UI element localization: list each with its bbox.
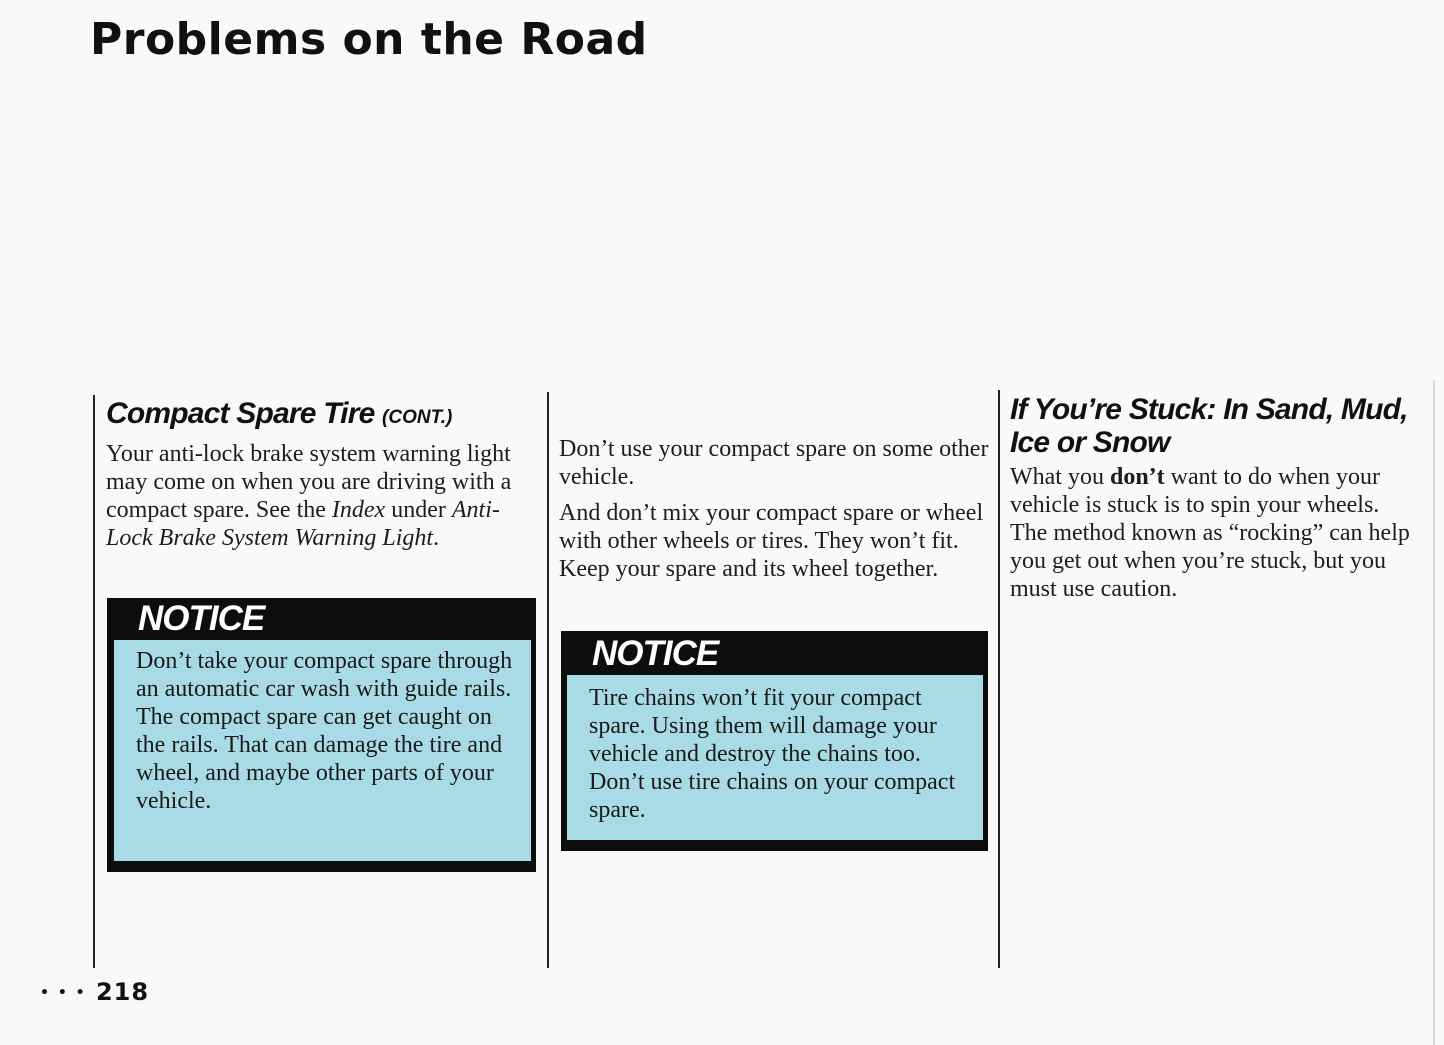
section-heading-text: Compact Spare Tire xyxy=(106,397,375,430)
section-heading: If You’re Stuck: In Sand, Mud, Ice or Snow xyxy=(1010,393,1408,459)
abs-warning-paragraph xyxy=(106,440,536,552)
column-divider xyxy=(93,395,95,968)
paragraph-text: under xyxy=(385,497,452,523)
column-compact-spare-continued xyxy=(559,435,989,583)
column-stuck xyxy=(1010,393,1422,603)
notice-body: Don’t take your compact spare through an automatic car wash with guide rails. The compact spare can get caught on the rails. That can damage the tire and wheel, and maybe other parts of your vehicle. xyxy=(114,640,531,861)
index-reference: Index xyxy=(331,497,386,523)
footer-dots: • • • xyxy=(40,985,87,1001)
column-divider xyxy=(547,392,549,968)
page-footer xyxy=(40,978,149,1006)
emphasis-dont: don’t xyxy=(1109,464,1165,490)
index-entry-reference: Anti-Lock Brake System Warning Light xyxy=(106,497,500,551)
section-heading xyxy=(106,397,536,434)
rocking-paragraph xyxy=(1010,463,1422,603)
notice-body: Tire chains won’t fit your compact spare. Using them will damage your vehicle and destroy the chains too. Don’t use tire chains on your compact spare. xyxy=(567,675,983,840)
continued-label: (CONT.) xyxy=(382,407,453,428)
page-edge-line xyxy=(1433,380,1435,1045)
paragraph-text: want to do when your vehicle is stuck is to spin your wheels. The method known as “rocking” can help you get out when you’re stuck, but you must use caution. xyxy=(1010,464,1410,602)
notice-box-tire-chains xyxy=(561,631,988,851)
paragraph-text: . xyxy=(433,525,440,551)
page-title: Problems on the Road xyxy=(90,14,648,65)
notice-title: NOTICE xyxy=(138,599,265,638)
paragraph-text: What you xyxy=(1010,464,1110,490)
other-vehicle-paragraph: Don’t use your compact spare on some other vehicle. xyxy=(559,436,989,490)
notice-title: NOTICE xyxy=(592,634,719,673)
notice-box-car-wash xyxy=(107,598,536,872)
page-number: 218 xyxy=(95,978,150,1006)
column-divider xyxy=(998,390,1000,968)
paragraph-text: Your anti-lock brake system warning light may come on when you are driving with a compact spare. See the xyxy=(106,441,512,523)
column-compact-spare xyxy=(106,397,536,552)
mix-wheels-paragraph: And don’t mix your compact spare or wheel with other wheels or tires. They won’t fit. Keep your spare and its wheel together. xyxy=(559,500,984,582)
